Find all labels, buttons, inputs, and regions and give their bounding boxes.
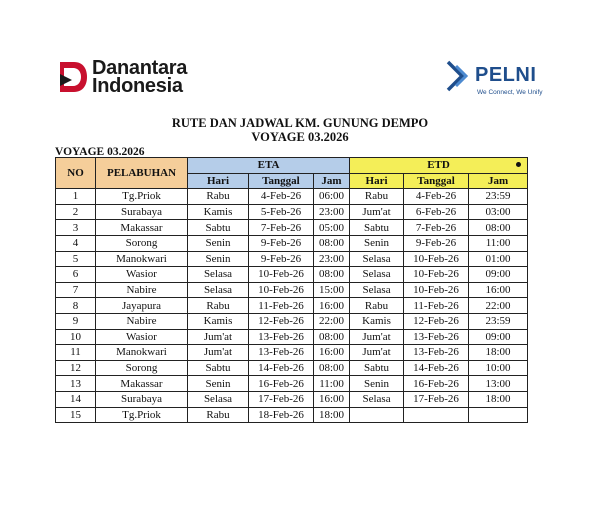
cell-etd-date: 11-Feb-26 — [404, 298, 469, 314]
cell-eta-date: 4-Feb-26 — [249, 189, 314, 205]
table-row — [56, 189, 528, 205]
cell-port: Makassar — [96, 220, 188, 236]
voyage-label: VOYAGE 03.2026 — [55, 146, 145, 158]
cell-no: 6 — [56, 267, 96, 283]
pelni-tagline: We Connect, We Unify — [477, 89, 543, 96]
cell-eta-day: Sabtu — [188, 220, 249, 236]
cell-eta-date: 7-Feb-26 — [249, 220, 314, 236]
cell-etd-day: Sabtu — [350, 220, 404, 236]
header-no: NO — [56, 158, 96, 189]
cell-eta-date: 12-Feb-26 — [249, 313, 314, 329]
header-etd-label: ETD — [427, 159, 450, 172]
cell-etd-date: 13-Feb-26 — [404, 345, 469, 361]
cell-port: Manokwari — [96, 251, 188, 267]
cell-etd-date: 12-Feb-26 — [404, 313, 469, 329]
header-pelabuhan: PELABUHAN — [96, 158, 188, 189]
cell-etd-time: 13:00 — [469, 376, 528, 392]
cell-etd-day: Selasa — [350, 282, 404, 298]
cell-port: Tg.Priok — [96, 407, 188, 423]
cell-etd-time: 16:00 — [469, 282, 528, 298]
table-row — [56, 267, 528, 283]
danantara-logo — [58, 58, 198, 98]
cell-etd-day: Jum'at — [350, 345, 404, 361]
cell-no: 10 — [56, 329, 96, 345]
cell-etd-time: 08:00 — [469, 220, 528, 236]
header-etd-hari: Hari — [350, 173, 404, 189]
header-etd-jam: Jam — [469, 173, 528, 189]
cell-eta-time: 08:00 — [314, 329, 350, 345]
cell-etd-time: 18:00 — [469, 345, 528, 361]
cell-eta-time: 22:00 — [314, 313, 350, 329]
cell-etd-day: Kamis — [350, 313, 404, 329]
header-eta: ETA — [188, 158, 350, 174]
cell-etd-day: Senin — [350, 376, 404, 392]
cell-eta-day: Senin — [188, 376, 249, 392]
cell-eta-time: 08:00 — [314, 360, 350, 376]
cell-eta-time: 16:00 — [314, 345, 350, 361]
cell-port: Nabire — [96, 282, 188, 298]
cell-eta-time: 23:00 — [314, 204, 350, 220]
cell-eta-day: Rabu — [188, 189, 249, 205]
cell-etd-date: 16-Feb-26 — [404, 376, 469, 392]
cell-eta-time: 15:00 — [314, 282, 350, 298]
table-row — [56, 204, 528, 220]
cell-eta-day: Sabtu — [188, 360, 249, 376]
cell-no: 5 — [56, 251, 96, 267]
header-eta-hari: Hari — [188, 173, 249, 189]
cell-eta-date: 9-Feb-26 — [249, 251, 314, 267]
cell-etd-time: 22:00 — [469, 298, 528, 314]
cell-etd-day: Jum'at — [350, 329, 404, 345]
cell-no: 8 — [56, 298, 96, 314]
cell-eta-date: 5-Feb-26 — [249, 204, 314, 220]
cell-etd-date: 10-Feb-26 — [404, 282, 469, 298]
cell-eta-date: 17-Feb-26 — [249, 391, 314, 407]
cell-eta-date: 10-Feb-26 — [249, 282, 314, 298]
table-row — [56, 313, 528, 329]
cell-etd-date: 6-Feb-26 — [404, 204, 469, 220]
cell-no: 14 — [56, 391, 96, 407]
cell-eta-date: 13-Feb-26 — [249, 329, 314, 345]
cell-eta-time: 08:00 — [314, 235, 350, 251]
cell-etd-time: 18:00 — [469, 391, 528, 407]
cell-etd-time: 10:00 — [469, 360, 528, 376]
danantara-mark-icon — [58, 60, 88, 94]
document-subtitle: VOYAGE 03.2026 — [251, 130, 349, 144]
cell-etd-day: Senin — [350, 235, 404, 251]
cell-port: Wasior — [96, 267, 188, 283]
cell-etd-time: 23:59 — [469, 313, 528, 329]
cell-etd-date: 10-Feb-26 — [404, 267, 469, 283]
cell-port: Sorong — [96, 235, 188, 251]
cell-etd-date: 13-Feb-26 — [404, 329, 469, 345]
table-row — [56, 360, 528, 376]
cell-port: Jayapura — [96, 298, 188, 314]
cell-eta-date: 10-Feb-26 — [249, 267, 314, 283]
cell-etd-day: Selasa — [350, 391, 404, 407]
table-row — [56, 329, 528, 345]
cell-no: 4 — [56, 235, 96, 251]
table-row — [56, 298, 528, 314]
cell-no: 13 — [56, 376, 96, 392]
pelni-logo — [445, 60, 555, 100]
cell-eta-time: 11:00 — [314, 376, 350, 392]
pelni-chevron-icon — [445, 60, 473, 92]
cell-eta-day: Kamis — [188, 204, 249, 220]
cell-eta-date: 13-Feb-26 — [249, 345, 314, 361]
cell-etd-day: Jum'at — [350, 204, 404, 220]
cell-etd-day: Rabu — [350, 189, 404, 205]
cell-eta-date: 18-Feb-26 — [249, 407, 314, 423]
cell-port: Makassar — [96, 376, 188, 392]
header-eta-jam: Jam — [314, 173, 350, 189]
table-row — [56, 282, 528, 298]
cell-eta-time: 16:00 — [314, 298, 350, 314]
cell-no: 1 — [56, 189, 96, 205]
cell-no: 2 — [56, 204, 96, 220]
cell-etd-date: 4-Feb-26 — [404, 189, 469, 205]
header-eta-tanggal: Tanggal — [249, 173, 314, 189]
cell-no: 3 — [56, 220, 96, 236]
cell-eta-date: 9-Feb-26 — [249, 235, 314, 251]
cell-port: Manokwari — [96, 345, 188, 361]
cell-eta-time: 16:00 — [314, 391, 350, 407]
table-row — [56, 376, 528, 392]
cell-etd-time: 11:00 — [469, 235, 528, 251]
cell-eta-time: 05:00 — [314, 220, 350, 236]
cell-etd-time: 09:00 — [469, 267, 528, 283]
cell-eta-day: Rabu — [188, 298, 249, 314]
cell-eta-day: Selasa — [188, 391, 249, 407]
cell-eta-date: 14-Feb-26 — [249, 360, 314, 376]
cell-etd-date: 9-Feb-26 — [404, 235, 469, 251]
cell-etd-day: Selasa — [350, 267, 404, 283]
danantara-line2: Indonesia — [92, 75, 183, 97]
cell-eta-day: Kamis — [188, 313, 249, 329]
cell-eta-time: 08:00 — [314, 267, 350, 283]
table-row — [56, 391, 528, 407]
table-row — [56, 220, 528, 236]
cell-etd-time — [469, 407, 528, 423]
header-etd — [350, 158, 528, 174]
cell-etd-day — [350, 407, 404, 423]
cell-port: Wasior — [96, 329, 188, 345]
cell-no: 15 — [56, 407, 96, 423]
cell-eta-day: Jum'at — [188, 329, 249, 345]
cell-eta-day: Jum'at — [188, 345, 249, 361]
cell-eta-day: Selasa — [188, 282, 249, 298]
cell-port: Surabaya — [96, 204, 188, 220]
danantara-line1: Danantara — [92, 57, 188, 79]
cell-eta-day: Rabu — [188, 407, 249, 423]
cell-eta-date: 11-Feb-26 — [249, 298, 314, 314]
cell-no: 11 — [56, 345, 96, 361]
cell-eta-date: 16-Feb-26 — [249, 376, 314, 392]
cell-etd-time: 03:00 — [469, 204, 528, 220]
cell-etd-date: 17-Feb-26 — [404, 391, 469, 407]
cell-port: Sorong — [96, 360, 188, 376]
cell-etd-date: 7-Feb-26 — [404, 220, 469, 236]
cell-etd-date: 10-Feb-26 — [404, 251, 469, 267]
cell-no: 7 — [56, 282, 96, 298]
table-row — [56, 251, 528, 267]
table-row — [56, 345, 528, 361]
cell-port: Tg.Priok — [96, 189, 188, 205]
cell-etd-time: 01:00 — [469, 251, 528, 267]
cell-etd-day: Selasa — [350, 251, 404, 267]
schedule-table — [55, 157, 528, 423]
document-title: RUTE DAN JADWAL KM. GUNUNG DEMPO — [171, 116, 429, 130]
dot-icon — [516, 162, 521, 167]
cell-eta-day: Senin — [188, 251, 249, 267]
cell-etd-time: 09:00 — [469, 329, 528, 345]
cell-eta-day: Senin — [188, 235, 249, 251]
table-row — [56, 235, 528, 251]
cell-etd-date — [404, 407, 469, 423]
cell-etd-date: 14-Feb-26 — [404, 360, 469, 376]
cell-etd-day: Rabu — [350, 298, 404, 314]
cell-etd-day: Sabtu — [350, 360, 404, 376]
cell-etd-time: 23:59 — [469, 189, 528, 205]
cell-no: 9 — [56, 313, 96, 329]
pelni-name: PELNI — [475, 64, 537, 86]
cell-eta-day: Selasa — [188, 267, 249, 283]
cell-eta-time: 23:00 — [314, 251, 350, 267]
header-etd-tanggal: Tanggal — [404, 173, 469, 189]
cell-eta-time: 06:00 — [314, 189, 350, 205]
cell-port: Surabaya — [96, 391, 188, 407]
cell-no: 12 — [56, 360, 96, 376]
table-row — [56, 407, 528, 423]
cell-eta-time: 18:00 — [314, 407, 350, 423]
cell-port: Nabire — [96, 313, 188, 329]
